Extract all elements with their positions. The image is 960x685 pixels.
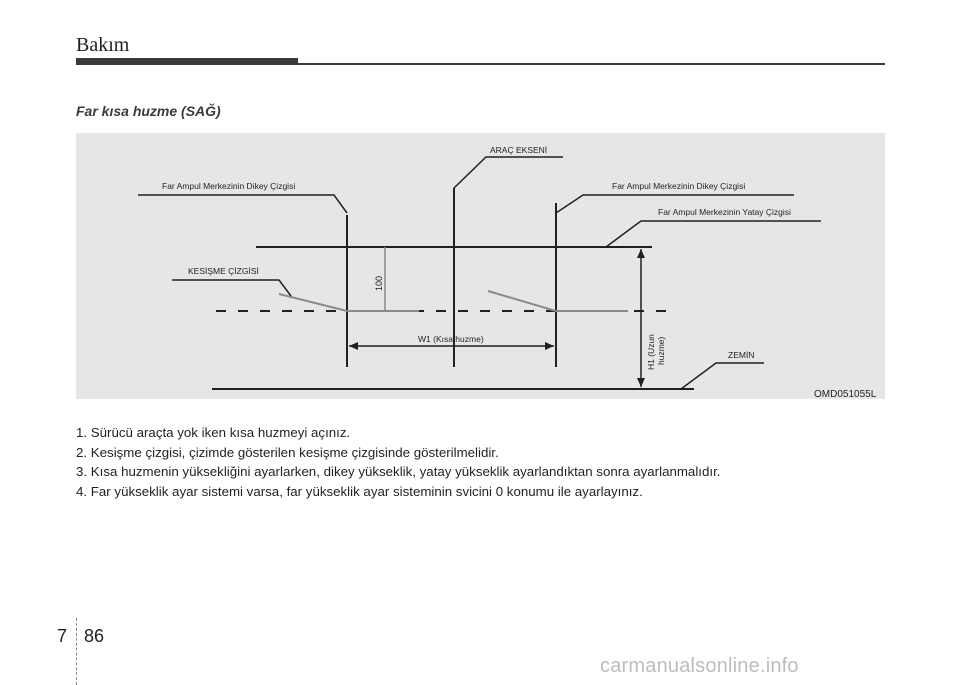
instruction-item: 2. Kesişme çizgisi, çizimde gösterilen kesişme çizgisinde gösterilmelidir. [76,444,499,460]
chapter-number: 7 [57,626,68,646]
watermark: carmanualsonline.info [600,655,799,677]
label-cutoff: KESİŞME ÇİZGİSİ [188,266,259,276]
figure-subtitle: Far kısa huzme (SAĞ) [76,103,221,119]
label-vertical-left: Far Ampul Merkezinin Dikey Çizgisi [162,181,296,191]
headlight-aim-diagram [76,133,885,399]
label-horizontal: Far Ampul Merkezinin Yatay Çizgisi [658,207,791,217]
instruction-list [76,423,720,501]
instruction-item: 1. Sürücü araçta yok iken kısa huzmeyi açınız. [76,425,351,440]
page-number: 86 [84,626,105,646]
header-rule-thick [76,58,298,65]
label-ground: ZEMİN [728,350,755,360]
label-w1: W1 (Kısa huzme) [418,334,484,344]
label-vertical-right: Far Ampul Merkezinin Dikey Çizgisi [612,181,746,191]
section-title: Bakım [76,34,130,56]
instruction-item: 3. Kısa huzmenin yüksekliğini ayarlarken, dikey yükseklik, yatay yükseklik ayarlandıktan sonra ayarlanmalıdır. [76,464,721,479]
footer-divider [76,618,77,685]
instruction-item: 4. Far yükseklik ayar sistemi varsa, far yükseklik ayar sisteminin svicini 0 konumu ile ayarlayınız. [76,483,643,499]
label-vehicle-axis: ARAÇ EKSENİ [490,145,548,155]
label-h1-line2: huzme) [656,336,666,365]
figure-code: OMD051055L [814,389,877,399]
label-h1-line1: H1 (Uzun [646,334,656,370]
label-dimension-100: 100 [374,275,384,291]
header-rule-thin [298,63,885,65]
